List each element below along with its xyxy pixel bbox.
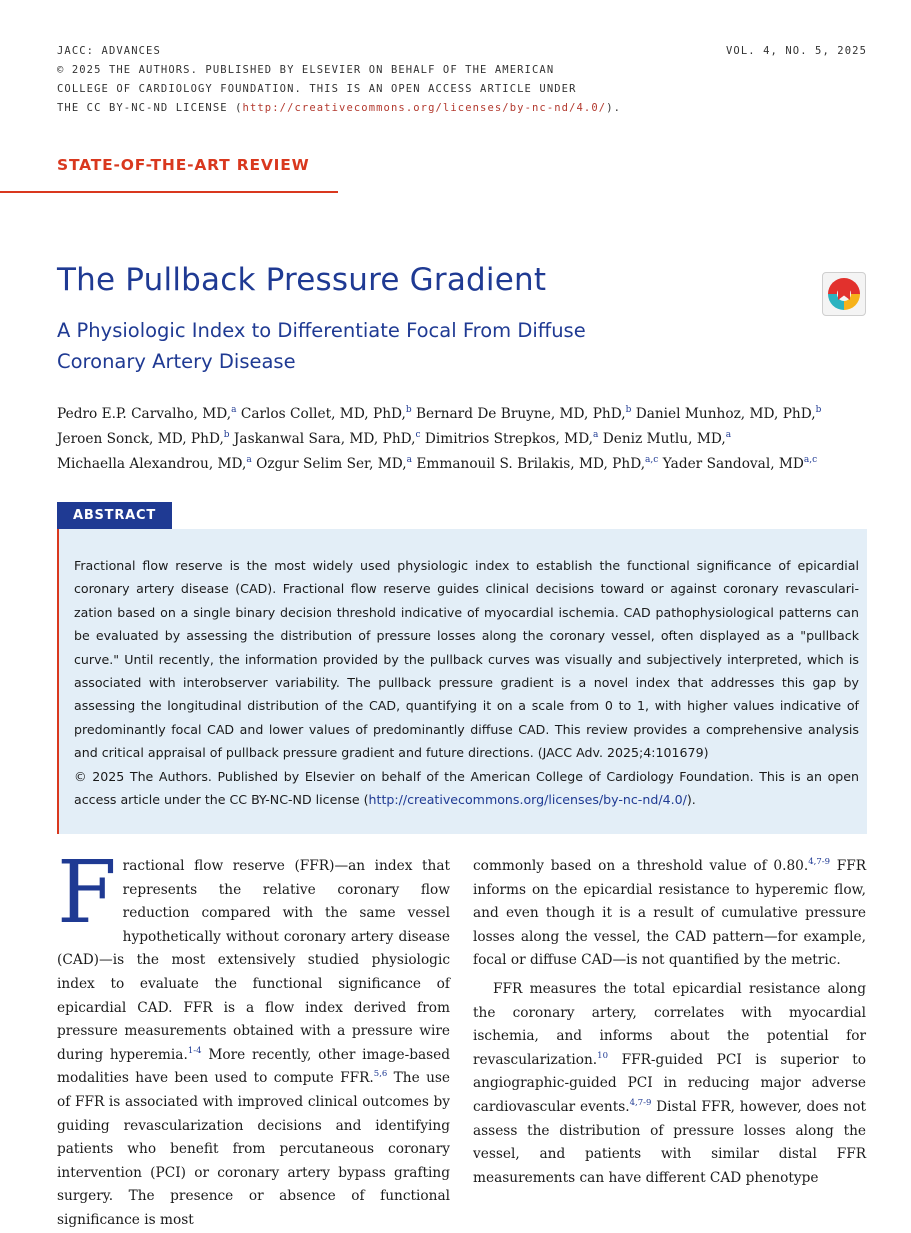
license-link[interactable]: http://creativecommons.org/licenses/by-nc-nd/4.0/: [242, 102, 607, 114]
running-header: [57, 42, 867, 118]
citation[interactable]: 5,6: [373, 1069, 388, 1080]
body-column-right: [473, 855, 866, 1190]
body-paragraph: Fractional flow reserve (FFR)—an index that represents the relative coronary flow reduction compared with the same vessel hypothetically without coronary artery disease (CAD)—is the most extensively studied physiologic index to evaluate the functional significance of epicardial CAD. FFR is a flow index derived from pressure measurements obtained with a pressure wire during hyperemia.$^{1-4}$ More recently, other image-based modalities have been used to compute FFR.$^{5,6}$ The use of FFR is associated with improved clinical outcomes by guiding revascularization decisions and identifying patients who benefit from percutaneous coronary intervention (PCI) or coronary artery bypass grafting surgery. The presence or absence of functional significance is most: [57, 843, 451, 1228]
author[interactable]: Daniel Munhoz, MD, PhD,$^b$: [635, 405, 822, 422]
license-line-1: © 2025 THE AUTHORS. PUBLISHED BY ELSEVIER ON BEHALF OF THE AMERICAN: [57, 64, 555, 76]
author[interactable]: Dimitrios Strepkos, MD,$^a$: [424, 430, 599, 447]
abstract-copyright-end: ).: [686, 792, 696, 808]
author[interactable]: Emmanouil S. Brilakis, MD, PhD,$^{a,c}$: [416, 455, 659, 472]
citation[interactable]: 4,7-9: [629, 1097, 652, 1108]
author[interactable]: Deniz Mutlu, MD,$^a$: [602, 430, 732, 447]
abstract-body: Fractional flow reserve is the most widely used physiologic index to establish the functional significance of epicardial coronary artery disease (CAD). Fractional flow reserve guides clinical decisions toward or against coronary revasculari-zation based on a single binary decision threshold indicative of myocardial ischemia. CAD pathophysiological patterns can be evaluated by assessing the distribution of pressure losses along the coronary vessel, often displayed as a "pullback curve." Until recently, the information provided by the pullback curves was visually and subjectively interpreted, which is associated with interobserver variability. The pullback pressure gradient is a novel index that addresses this gap by assessing the longitudinal distribution of the CAD, quantifying it on a scale from 0 to 1, with higher values indicative of predominantly focal CAD and lower values of predominantly diffuse CAD. This review provides a comprehensive analysis and critical appraisal of pullback pressure gradient and future directions. (JACC Adv. 2025;4:101679): [74, 558, 859, 761]
license-suffix: ).: [606, 102, 622, 114]
author[interactable]: Yader Sandoval, MD$^{a,c}$: [662, 455, 818, 472]
abstract-license-link[interactable]: http://creativecommons.org/licenses/by-nc-nd/4.0/: [368, 792, 687, 808]
citation[interactable]: 1-4: [187, 1045, 202, 1056]
author[interactable]: Bernard De Bruyne, MD, PhD,$^b$: [416, 405, 632, 422]
author[interactable]: Jeroen Sonck, MD, PhD,$^b$: [57, 430, 230, 447]
volume-info: VOL. 4, NO. 5, 2025: [725, 45, 867, 57]
citation[interactable]: 4,7-9: [808, 857, 831, 867]
article-title: The Pullback Pressure Gradient: [57, 262, 547, 298]
author[interactable]: Pedro E.P. Carvalho, MD,$^a$: [57, 405, 237, 422]
author[interactable]: Ozgur Selim Ser, MD,$^a$: [256, 455, 413, 472]
author[interactable]: Jaskanwal Sara, MD, PhD,$^c$: [233, 430, 421, 447]
journal-name: JACC: ADVANCES: [57, 45, 161, 57]
article-type-label: STATE-OF-THE-ART REVIEW: [57, 156, 310, 174]
abstract-copyright: © 2025 The Authors. Published by Elsevier on behalf of the American College of Cardiology Foundation. This is an open access article under the CC BY-NC-ND license (: [74, 768, 859, 808]
license-line-2: COLLEGE OF CARDIOLOGY FOUNDATION. THIS IS AN OPEN ACCESS ARTICLE UNDER: [57, 83, 577, 95]
abstract-label: ABSTRACT: [57, 502, 172, 530]
body-column-left: [57, 843, 451, 1233]
license-prefix: THE CC BY-NC-ND LICENSE (: [57, 102, 243, 114]
section-divider: [0, 191, 338, 193]
drop-cap: F: [57, 843, 117, 943]
author[interactable]: Michaella Alexandrou, MD,$^a$: [57, 455, 252, 472]
abstract-text: [74, 554, 859, 811]
author-list: [57, 402, 877, 477]
license-line-3: [57, 99, 867, 118]
author[interactable]: Carlos Collet, MD, PhD,$^b$: [240, 405, 412, 422]
crossmark-icon[interactable]: [822, 272, 866, 316]
abstract-box: [57, 529, 867, 834]
citation[interactable]: 10: [597, 1050, 608, 1061]
body-paragraph: FFR measures the total epicardial resistance along the coronary artery, correlates with myocardial ischemia, and informs about the potential for revascularization.$^{10}$ FFR-guided PCI is superior to angiographic-guided PCI in reducing major adverse cardiovascular events.$^{4,7-9}$ Distal FFR, however, does not assess the distribution of pressure losses along the vessel, and patients with similar distal FFR measurements can have different CAD phenotype: [473, 980, 866, 1186]
article-subtitle: A Physiologic Index to Differentiate Focal From Diffuse Coronary Artery Disease: [57, 319, 586, 373]
body-paragraph: commonly based on a threshold value of 0.80.$^{4,7-9}$ FFR informs on the epicardial resistance to hyperemic flow, and even though it is a result of cumulative pressure losses along the vessel, the CAD pattern—for example, focal or diffuse CAD—is not quantified by the metric.: [473, 857, 866, 969]
